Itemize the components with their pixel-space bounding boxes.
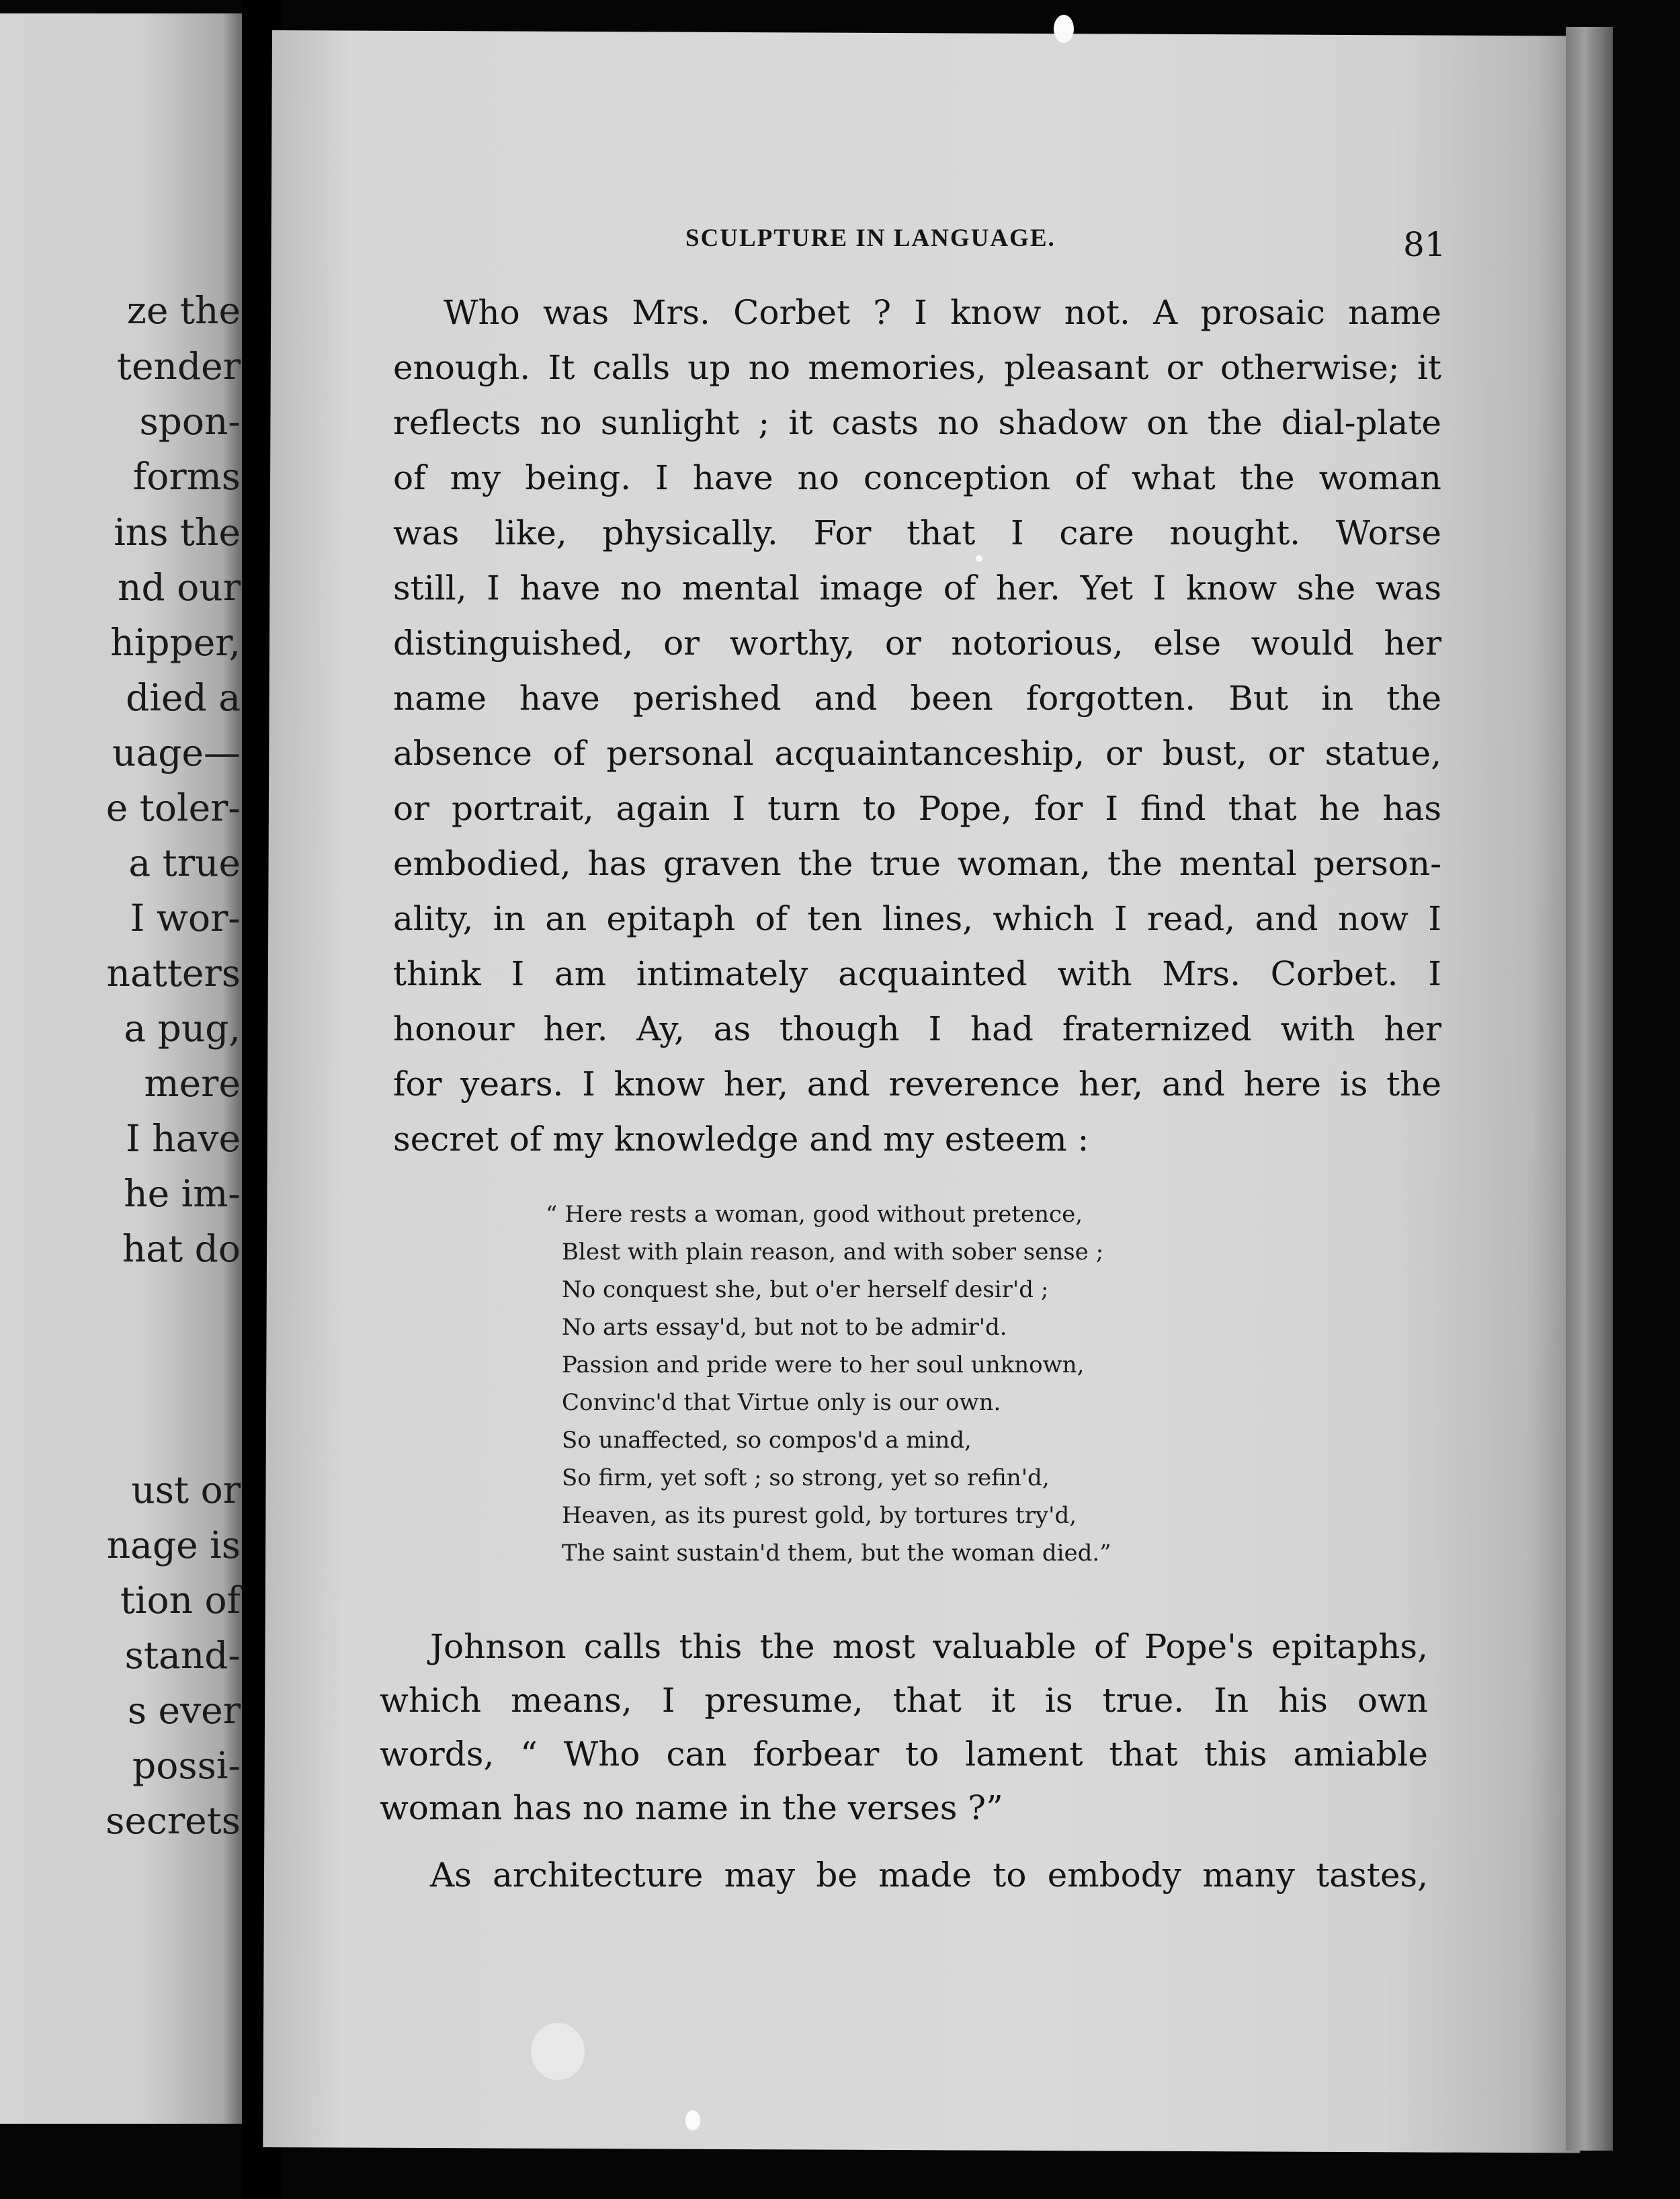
body-line: enough. It calls up no memories, pleasant or otherwise; it <box>393 348 1441 387</box>
left-page-line: ins the <box>114 511 241 554</box>
dust-speck <box>976 555 982 562</box>
body-line: for years. I know her, and reverence her, and here is the <box>393 1065 1441 1104</box>
left-page-line: nage is <box>106 1524 241 1567</box>
body-line: embodied, has graven the true woman, the mental person- <box>393 844 1441 883</box>
left-page-line: nd our <box>118 566 241 609</box>
left-page-line: ze the <box>126 289 241 332</box>
left-page-line: hipper, <box>110 621 241 664</box>
left-page-line: died a <box>126 676 241 719</box>
left-page <box>0 13 242 2124</box>
epitaph-line: So unaffected, so compos'd a mind, <box>562 1427 972 1454</box>
body-line: woman has no name in the verses ?” <box>380 1788 1003 1827</box>
left-page-line: mere <box>144 1062 241 1105</box>
dust-speck <box>531 2023 585 2080</box>
left-page-line: e toler- <box>106 786 241 829</box>
body-line: distinguished, or worthy, or notorious, else would her <box>393 624 1441 663</box>
body-line: Who was Mrs. Corbet ? I know not. A prosaic name <box>444 293 1441 332</box>
left-page-line: stand- <box>124 1634 241 1677</box>
epitaph-line: So firm, yet soft ; so strong, yet so refin'd, <box>562 1464 1050 1491</box>
body-line: secret of my knowledge and my esteem : <box>393 1120 1089 1159</box>
body-line: absence of personal acquaintanceship, or bust, or statue, <box>393 734 1441 773</box>
body-line: still, I have no mental image of her. Yet I know she was <box>393 569 1441 608</box>
left-page-line: I have <box>125 1117 241 1160</box>
page-edge <box>1566 27 1613 2151</box>
epitaph-line: “ Here rests a woman, good without pretence, <box>546 1201 1083 1228</box>
left-page-line: possi- <box>132 1744 241 1787</box>
left-page-line: natters <box>106 952 241 995</box>
body-line: Johnson calls this the most valuable of Pope's epitaphs, <box>430 1627 1428 1666</box>
epitaph-line: The saint sustain'd them, but the woman died.” <box>562 1540 1111 1567</box>
left-page-line: s ever <box>127 1689 241 1732</box>
left-page-line: forms <box>132 455 241 498</box>
epitaph-line: Blest with plain reason, and with sober sense ; <box>562 1239 1104 1266</box>
body-line: name have perished and been forgotten. But in the <box>393 679 1441 718</box>
left-page-line: a true <box>128 841 241 884</box>
body-line: think I am intimately acquainted with Mrs. Corbet. I <box>393 954 1441 993</box>
page-number: 81 <box>1403 225 1446 264</box>
body-line: words, “ Who can forbear to lament that this amiable <box>380 1735 1428 1774</box>
left-page-line: tion of <box>120 1579 241 1622</box>
left-page-line: hat do <box>122 1227 241 1270</box>
body-line: which means, I presume, that it is true. In his own <box>380 1681 1428 1720</box>
left-page-line: spon- <box>139 400 241 443</box>
epitaph-line: Passion and pride were to her soul unknown, <box>562 1352 1085 1378</box>
body-line: or portrait, again I turn to Pope, for I find that he has <box>393 789 1441 828</box>
left-page-line: uage— <box>112 731 241 774</box>
body-line: reflects no sunlight ; it casts no shadow on the dial-plate <box>393 403 1441 442</box>
dust-speck <box>1054 15 1074 43</box>
epitaph-line: Heaven, as its purest gold, by tortures try'd, <box>562 1502 1077 1529</box>
dust-speck <box>685 2110 700 2130</box>
body-line: ality, in an epitaph of ten lines, which I read, and now I <box>393 899 1441 938</box>
left-page-line: tender <box>116 345 241 388</box>
left-page-line: a pug, <box>124 1007 241 1050</box>
left-page-line: I wor- <box>130 897 241 940</box>
body-line: was like, physically. For that I care nought. Worse <box>393 513 1441 552</box>
left-page-line: ust or <box>131 1468 241 1511</box>
epitaph-line: No arts essay'd, but not to be admir'd. <box>562 1314 1007 1341</box>
left-page-line: secrets <box>106 1799 241 1842</box>
body-line: honour her. Ay, as though I had fraternized with her <box>393 1009 1441 1048</box>
left-page-line: he im- <box>124 1172 241 1215</box>
epitaph-line: Convinc'd that Virtue only is our own. <box>562 1389 1001 1416</box>
epitaph-line: No conquest she, but o'er herself desir'd ; <box>562 1276 1049 1303</box>
running-head: SCULPTURE IN LANGUAGE. <box>685 224 1056 252</box>
body-line: As architecture may be made to embody many tastes, <box>430 1856 1428 1895</box>
body-line: of my being. I have no conception of what the woman <box>393 458 1441 497</box>
